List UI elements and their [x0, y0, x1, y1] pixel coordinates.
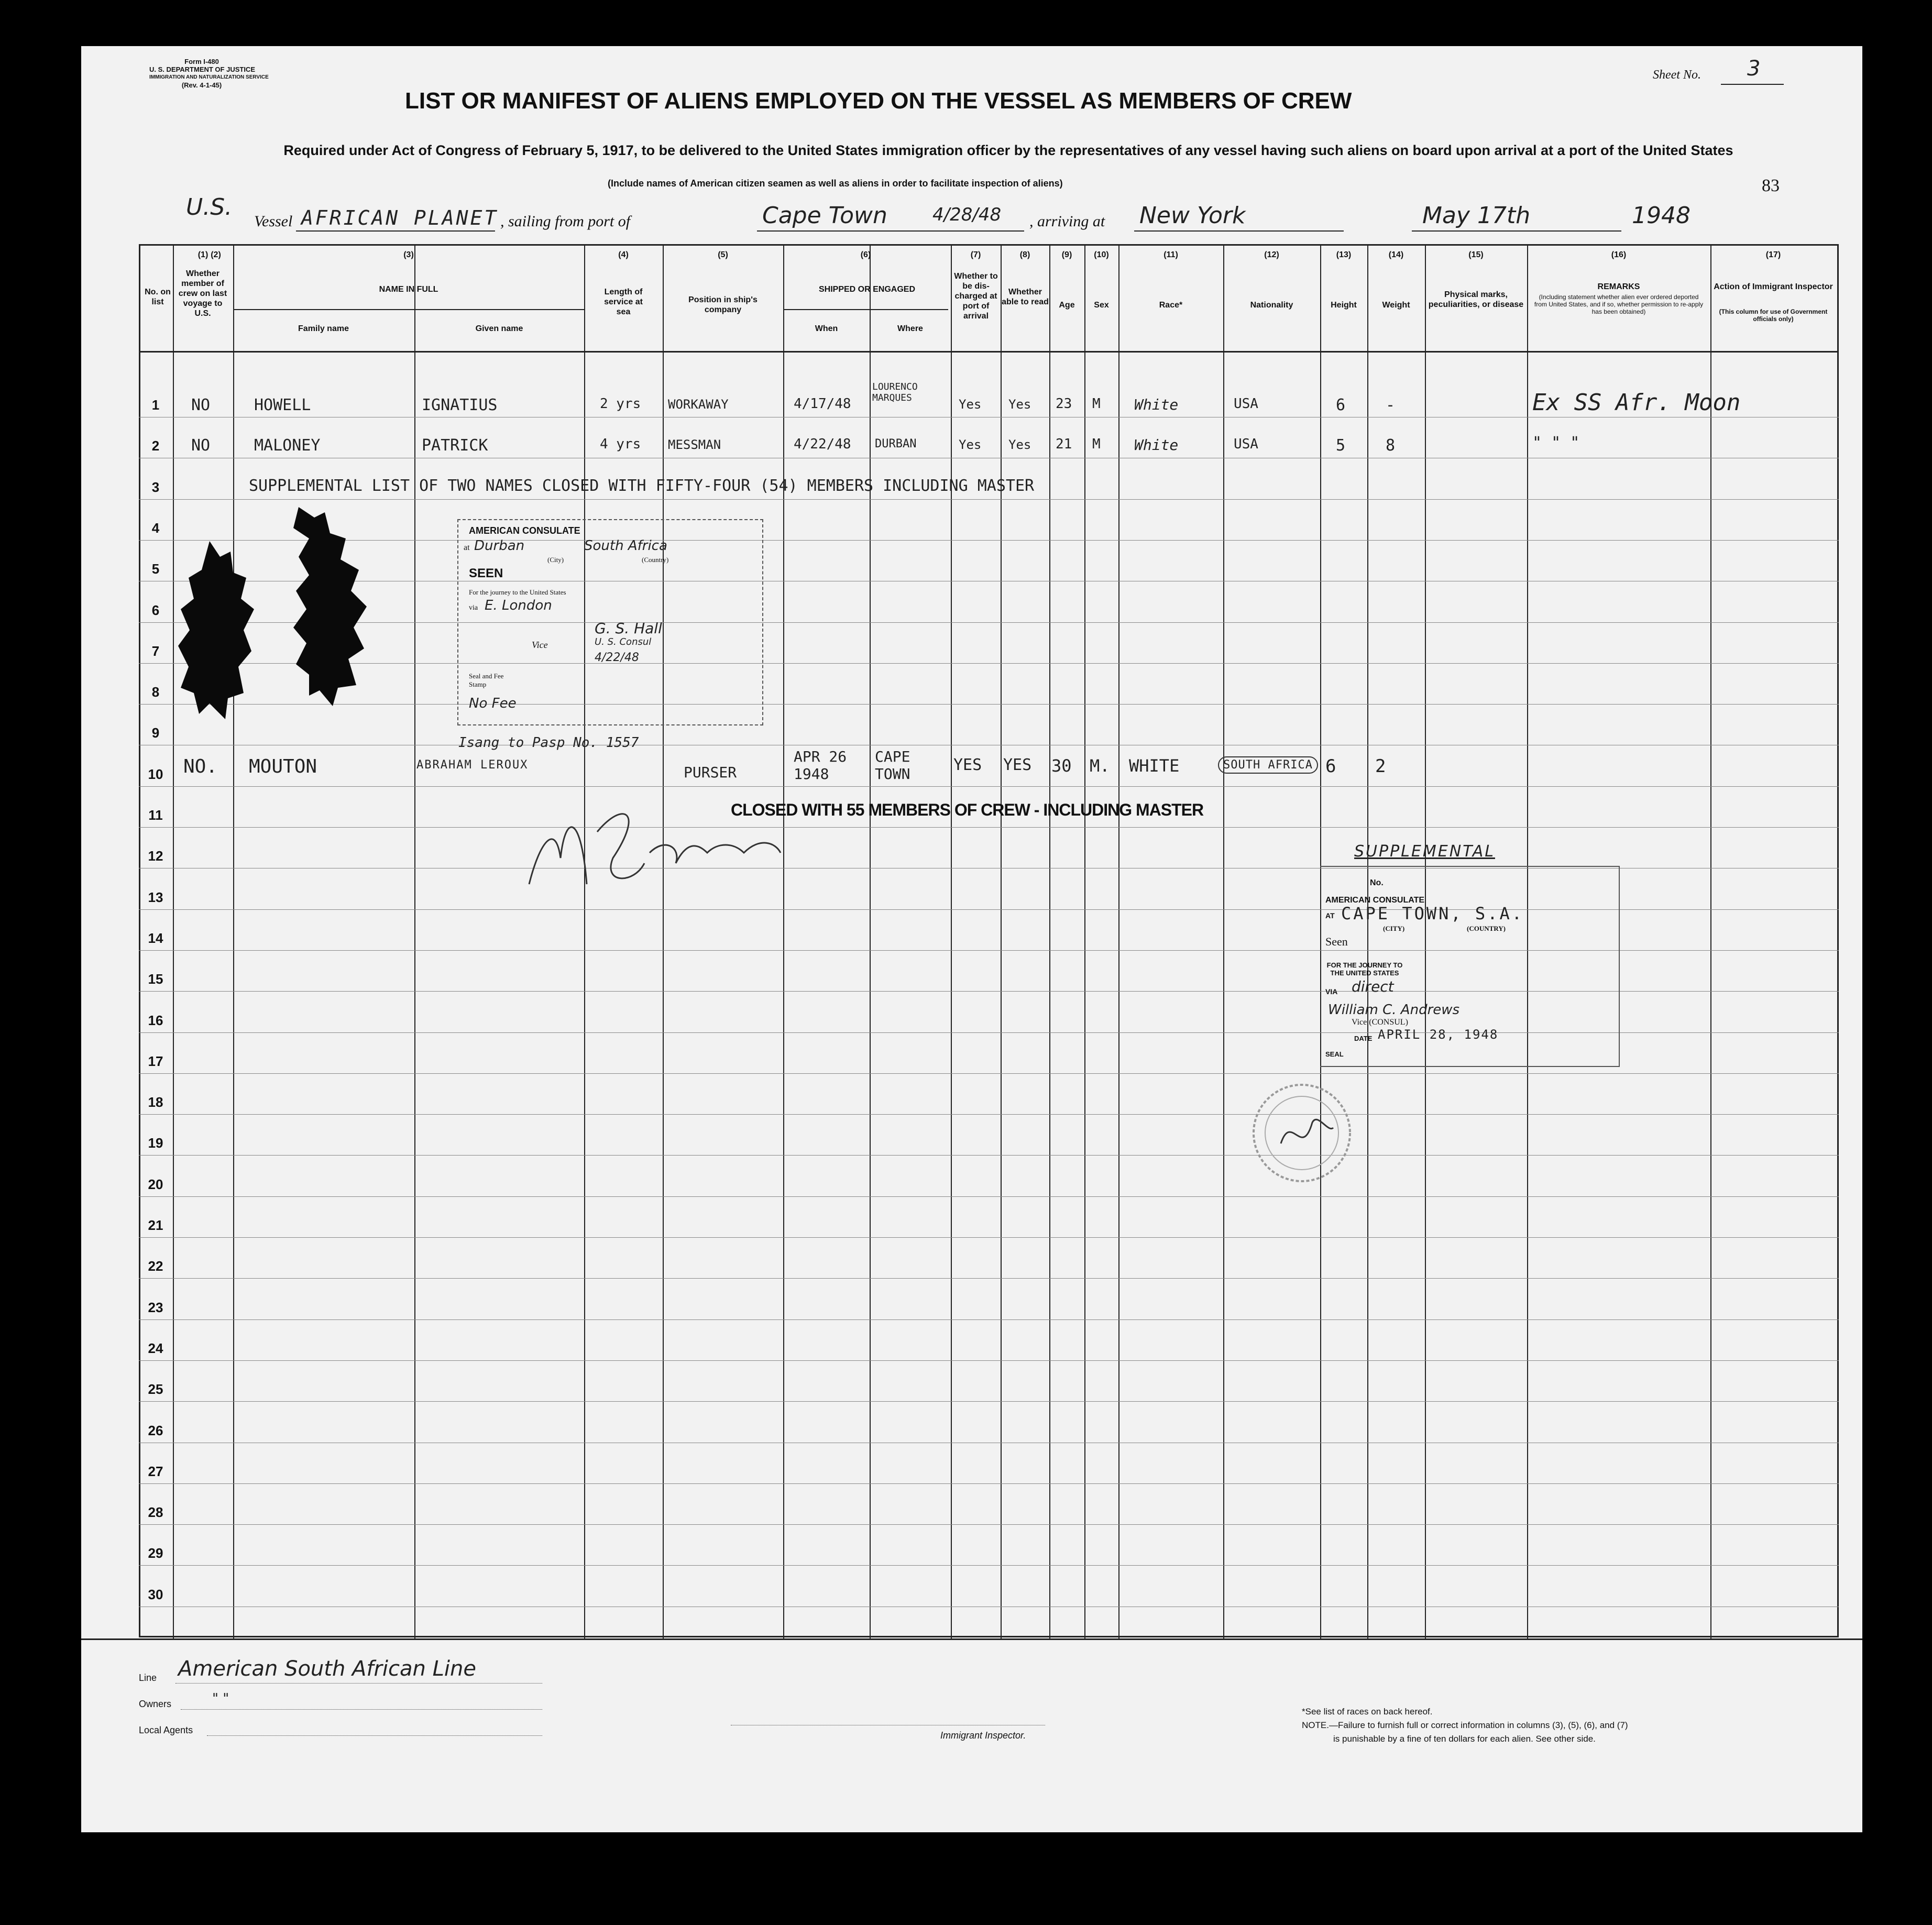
col-header-service: Length of service at sea: [604, 288, 643, 316]
col-num: (1): [197, 250, 208, 259]
row-number: 24: [148, 1340, 163, 1356]
stamp-consul: U. S. Consul: [595, 636, 652, 647]
sheet-number: 3: [1747, 57, 1761, 81]
col-divider: [1049, 245, 1050, 1638]
entry-last-voyage: NO: [191, 396, 211, 414]
stamp-header: AMERICAN CONSULATE: [1325, 896, 1425, 905]
col-num: (12): [1264, 250, 1279, 259]
row-number: 6: [151, 602, 160, 618]
row-number: 18: [148, 1094, 163, 1110]
col-divider: [173, 245, 174, 1638]
entry-where: DURBAN: [875, 437, 917, 450]
col-header-height: Height: [1331, 301, 1357, 310]
owners-value: " ": [212, 1691, 229, 1707]
row-rule: [139, 1360, 1839, 1361]
col-num: (3): [403, 250, 414, 259]
row-number: 8: [151, 684, 160, 700]
col-header-position: Position in ship's company: [688, 295, 758, 314]
agents-underline: [207, 1735, 542, 1736]
line-value: American South African Line: [178, 1657, 476, 1681]
races-note: *See list of races on back hereof.: [1302, 1707, 1433, 1717]
col-divider: [663, 245, 664, 1638]
row-rule: [139, 1524, 1839, 1525]
entry-position: PURSER: [684, 764, 737, 781]
entry-age: 30: [1051, 756, 1072, 776]
col-divider: [414, 245, 415, 1638]
col-num: (14): [1388, 250, 1404, 259]
departure-port: Cape Town: [762, 202, 887, 229]
row-number: 28: [148, 1504, 163, 1521]
entry-weight: 8: [1386, 436, 1396, 455]
row-rule: [139, 1565, 1839, 1566]
stamp-fee: No Fee: [469, 696, 517, 711]
row-rule: [139, 1073, 1839, 1074]
row-rule: [139, 704, 1839, 705]
row-number: 2: [151, 438, 160, 454]
row-number: 14: [148, 930, 163, 946]
entry-read: Yes: [1008, 437, 1031, 452]
col-header-where: Where: [897, 324, 923, 333]
row-number: 26: [148, 1422, 163, 1438]
entry-nationality: USA: [1234, 436, 1258, 452]
stamp-date-label: DATE: [1354, 1035, 1373, 1042]
vessel-label: Vessel: [254, 213, 293, 230]
stamp-country: South Africa: [584, 538, 667, 554]
entry-discharged: Yes: [959, 397, 982, 412]
col-header-remarks: REMARKS: [1597, 282, 1640, 291]
col-header-discharged: Whether to be dis-charged at port of arrival: [954, 272, 998, 321]
stamp-country-caption: (Country): [642, 556, 669, 564]
entry-given: ABRAHAM LEROUX: [416, 758, 529, 772]
row-rule: [139, 827, 1839, 828]
entry-read: YES: [1003, 756, 1032, 774]
col-divider: [1084, 245, 1085, 1638]
col-divider: [1223, 245, 1224, 1638]
entry-family: MALONEY: [254, 436, 321, 455]
row-number: 16: [148, 1012, 163, 1028]
date-underline: [1412, 230, 1621, 232]
department: U. S. DEPARTMENT OF JUSTICE: [149, 65, 255, 73]
penalty-note-1: NOTE.—Failure to furnish full or correct information in columns (3), (5), (6), and (7): [1302, 1720, 1628, 1730]
col-divider: [951, 245, 952, 1638]
vessel-name: AFRICAN PLANET: [301, 206, 499, 229]
entry-age: 23: [1056, 396, 1072, 412]
col-num: (4): [618, 250, 629, 259]
sheet-label: Sheet No.: [1653, 68, 1701, 82]
entry-last-voyage: NO: [191, 436, 211, 455]
col-num: (6): [860, 250, 871, 259]
stamp-header: AMERICAN CONSULATE: [469, 525, 580, 536]
page-subtitle: Required under Act of Congress of February 5, 1917, to be delivered to the United States immigration officer by the representatives of any vessel having such aliens on board upon arrival at a port of the United States: [283, 142, 1733, 158]
wax-seal-right: [288, 507, 372, 706]
entry-where: CAPE TOWN: [875, 748, 910, 783]
stamp-title: Vice (CONSUL): [1352, 1018, 1408, 1027]
row-rule: [139, 1319, 1839, 1320]
stamp-city: Durban: [474, 538, 525, 554]
name-subheader-rule: [233, 309, 584, 310]
col-header-name: NAME IN FULL: [379, 285, 438, 294]
col-divider: [783, 245, 784, 1638]
vessel-underline: [296, 230, 495, 232]
vessel-prefix: U.S.: [186, 194, 233, 221]
stamp-via: E. London: [485, 598, 552, 613]
page-number: 83: [1762, 176, 1780, 195]
embossed-seal: [1249, 1081, 1354, 1185]
stamp-no-label: No.: [1370, 878, 1384, 887]
row-rule: [139, 622, 1839, 623]
row-number: 10: [148, 766, 163, 782]
owners-label: Owners: [139, 1699, 172, 1709]
entry-where: LOURENCO MARQUES: [872, 381, 918, 403]
row-number: 19: [148, 1135, 163, 1151]
col-header-action-note: (This column for use of Government officials only): [1719, 308, 1828, 323]
arrival-year: 1948: [1632, 202, 1690, 229]
row-number: 1: [151, 397, 160, 413]
row-rule: [139, 786, 1839, 787]
penalty-note-2: is punishable by a fine of ten dollars for each alien. See other side.: [1333, 1734, 1596, 1744]
entry-service: 2 yrs: [600, 396, 641, 412]
entry-nationality: SOUTH AFRICA: [1218, 756, 1318, 774]
entry-family: MOUTON: [249, 756, 317, 777]
row-rule: [139, 1278, 1839, 1279]
entry-height: 6: [1325, 756, 1336, 777]
col-divider: [584, 245, 585, 1638]
destination-underline: [1134, 230, 1344, 232]
capetown-consulate-stamp: [1320, 866, 1620, 1067]
form-number: Form I-480: [184, 58, 219, 65]
stamp-date: APRIL 28, 1948: [1378, 1027, 1499, 1042]
row-number: 9: [151, 725, 160, 741]
wax-seal-left: [178, 541, 257, 719]
row-number: 11: [148, 807, 163, 823]
col-header-nationality: Nationality: [1250, 301, 1293, 310]
row-rule: [139, 1237, 1839, 1238]
col-divider: [1001, 245, 1002, 1638]
stamp-seen: Seen: [1325, 935, 1348, 948]
entry-last-voyage: NO.: [183, 756, 218, 777]
entry-weight: -: [1386, 396, 1396, 414]
row-number: 3: [151, 479, 160, 495]
row-number: 23: [148, 1299, 163, 1315]
row-number: 17: [148, 1053, 163, 1069]
stamp-at: at: [464, 543, 470, 552]
supplemental-line: SUPPLEMENTAL LIST OF TWO NAMES CLOSED WITH FIFTY-FOUR (54) MEMBERS INCLUDING MASTER: [249, 477, 1035, 495]
entry-discharged: YES: [953, 756, 982, 774]
arrival-date: May 17th: [1422, 202, 1531, 229]
col-header-remarks-note: (Including statement whether alien ever ordered deported from United States, and if so, whether permission to re-apply has been obtained): [1534, 293, 1704, 315]
col-header-family: Family name: [298, 324, 349, 333]
passport-note: Isang to Pasp No. 1557: [458, 735, 639, 751]
port-underline: [757, 230, 1024, 232]
col-header-read: Whether able to read: [1002, 288, 1049, 306]
manifest-sheet: [81, 46, 1862, 1832]
entry-weight: 2: [1375, 756, 1386, 777]
row-number: 29: [148, 1545, 163, 1561]
stamp-via: direct: [1352, 978, 1394, 995]
col-num: (13): [1336, 250, 1352, 259]
row-rule: [139, 1114, 1839, 1115]
entry-when: 4/22/48: [794, 436, 851, 452]
footer-rule: [81, 1638, 1862, 1640]
stamp-via-label: via: [469, 604, 478, 612]
stamp-seal-label: SEAL: [1325, 1050, 1344, 1058]
col-num: (2): [211, 250, 221, 259]
stamp-location: CAPE TOWN, S.A.: [1341, 904, 1524, 923]
row-number: 21: [148, 1217, 163, 1233]
entry-race: WHITE: [1129, 756, 1180, 776]
row-rule: [139, 499, 1839, 500]
col-num: (10): [1094, 250, 1109, 259]
entry-height: 6: [1336, 396, 1346, 414]
row-number: 5: [151, 561, 160, 577]
col-header-given: Given name: [475, 324, 523, 333]
col-num: (16): [1611, 250, 1627, 259]
entry-sex: M.: [1090, 756, 1110, 776]
row-number: 27: [148, 1463, 163, 1479]
entry-remarks: Ex SS Afr. Moon: [1532, 389, 1741, 416]
form-revision: (Rev. 4-1-45): [181, 81, 222, 89]
entry-family: HOWELL: [254, 396, 311, 414]
agents-label: Local Agents: [139, 1725, 193, 1735]
row-number: 13: [148, 889, 163, 905]
col-num: (9): [1061, 250, 1072, 259]
col-divider: [233, 245, 234, 1638]
stamp-seen: SEEN: [469, 566, 503, 580]
row-number: 30: [148, 1586, 163, 1602]
entry-sex: M: [1092, 396, 1101, 412]
stamp-vice: Vice: [532, 640, 548, 650]
sail-date: 4/28/48: [932, 204, 1002, 225]
form-id-block: [149, 58, 269, 89]
row-number: 4: [151, 520, 160, 536]
row-rule: [139, 1483, 1839, 1484]
entry-sex: M: [1092, 436, 1101, 452]
row-number: 20: [148, 1176, 163, 1192]
entry-read: Yes: [1008, 397, 1031, 412]
stamp-journey: FOR THE JOURNEY TO THE UNITED STATES: [1326, 961, 1403, 977]
entry-position: WORKAWAY: [668, 397, 729, 412]
col-header-weight: Weight: [1382, 301, 1410, 310]
inspector-label: Immigrant Inspector.: [940, 1730, 1026, 1741]
col-header-sex: Sex: [1094, 301, 1109, 310]
entry-race: White: [1134, 436, 1179, 454]
col-divider: [870, 245, 871, 1638]
col-header-physical: Physical marks, peculiarities, or disease: [1428, 290, 1524, 309]
handwritten-signature: [508, 779, 802, 905]
col-num: (15): [1468, 250, 1484, 259]
row-rule: [139, 1196, 1839, 1197]
entry-service: 4 yrs: [600, 436, 641, 452]
row-number: 7: [151, 643, 160, 659]
col-num: (11): [1163, 250, 1178, 259]
col-header-when: When: [815, 324, 838, 333]
shipped-subheader-rule: [783, 309, 948, 310]
line-underline: [175, 1683, 542, 1684]
service-name: IMMIGRATION AND NATURALIZATION SERVICE: [149, 74, 269, 80]
row-number: 22: [148, 1258, 163, 1274]
entry-when: APR 26 1948: [794, 748, 847, 783]
stamp-date: 4/22/48: [595, 651, 639, 664]
stamp-journey: For the journey to the United States: [469, 588, 566, 596]
sailing-label: , sailing from port of: [500, 213, 631, 230]
sheet-underline: [1721, 84, 1784, 85]
col-header-race: Race*: [1159, 301, 1183, 310]
col-header-last-voyage: Whether member of crew on last voyage to U.S.: [178, 269, 227, 318]
row-rule: [139, 1401, 1839, 1402]
stamp-signature: G. S. Hall: [595, 620, 662, 637]
line-label: Line: [139, 1673, 157, 1683]
stamp-via-label: VIA: [1325, 987, 1338, 996]
stamp-city-caption: (City): [547, 556, 564, 564]
row-number: 25: [148, 1381, 163, 1398]
entry-given: PATRICK: [422, 436, 488, 455]
stamp-city-caption: (CITY): [1383, 925, 1405, 932]
entry-height: 5: [1336, 436, 1346, 455]
row-number: 12: [148, 848, 163, 864]
col-num: (17): [1765, 250, 1781, 259]
entry-race: White: [1134, 396, 1179, 413]
entry-when: 4/17/48: [794, 396, 851, 412]
stamp-at: AT: [1325, 911, 1335, 920]
entry-discharged: Yes: [959, 437, 982, 452]
col-header-age: Age: [1059, 301, 1075, 310]
col-divider: [1118, 245, 1119, 1638]
col-num: (7): [970, 250, 981, 259]
entry-position: MESSMAN: [668, 437, 721, 452]
page-title: LIST OR MANIFEST OF ALIENS EMPLOYED ON THE VESSEL AS MEMBERS OF CREW: [405, 88, 1352, 114]
owners-underline: [181, 1709, 542, 1710]
row-number: 15: [148, 971, 163, 987]
stamp-signature: William C. Andrews: [1328, 1002, 1460, 1018]
col-num: (5): [718, 250, 728, 259]
page-note: (Include names of American citizen seamen as well as aliens in order to facilitate inspection of aliens): [608, 178, 1063, 189]
header-bottom-rule: [139, 351, 1839, 353]
col-divider: [1710, 245, 1711, 1638]
entry-nationality: USA: [1234, 396, 1258, 412]
col-header-no: No. on list: [145, 288, 171, 306]
entry-remarks: " " ": [1532, 434, 1580, 452]
col-num: (8): [1019, 250, 1030, 259]
row-rule: [139, 663, 1839, 664]
destination-port: New York: [1139, 202, 1246, 229]
col-header-action: Action of Immigrant Inspector: [1714, 282, 1833, 291]
closed-stamp: CLOSED WITH 55 MEMBERS OF CREW - INCLUDING MASTER: [731, 800, 1204, 819]
durban-consulate-stamp: [457, 519, 763, 725]
row-rule: [139, 1155, 1839, 1156]
supplemental-label: SUPPLEMENTAL: [1354, 842, 1495, 861]
entry-given: IGNATIUS: [422, 396, 498, 414]
stamp-seal-label: Seal and Fee Stamp: [469, 672, 504, 688]
row-rule: [139, 540, 1839, 541]
arriving-label: , arriving at: [1029, 213, 1105, 230]
entry-age: 21: [1056, 436, 1072, 452]
col-header-shipped: SHIPPED OR ENGAGED: [818, 285, 916, 294]
stamp-country-caption: (COUNTRY): [1467, 925, 1506, 932]
